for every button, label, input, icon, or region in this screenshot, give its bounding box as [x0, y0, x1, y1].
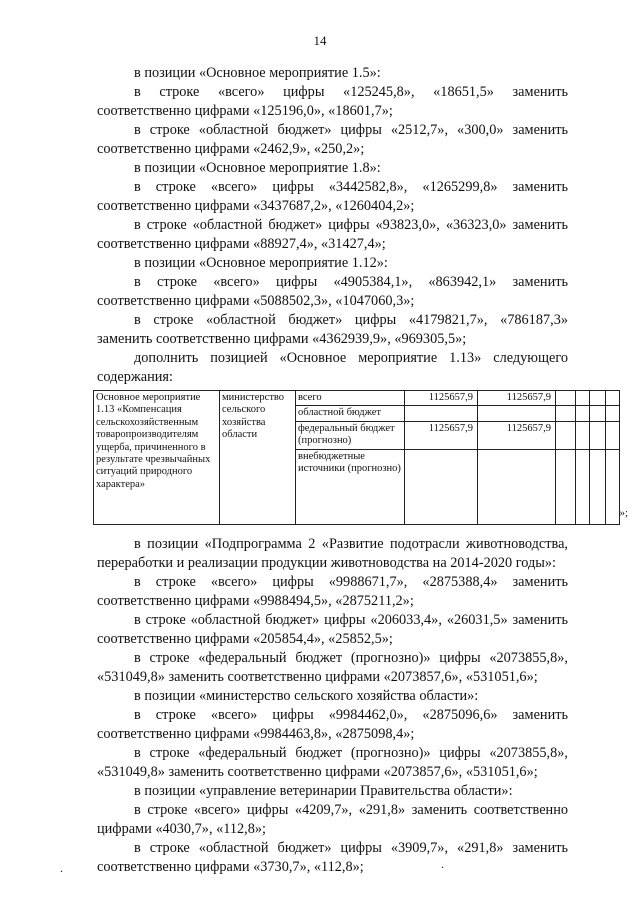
value-cell	[478, 406, 556, 421]
paragraph: в позиции «Основное мероприятие 1.8»:	[134, 160, 381, 176]
paragraph: в строке «федеральный бюджет (прогнозно)» цифры «2073855,8», «531049,8» заменить соответственно цифрами «2073857,6», «531051,6»;	[97, 650, 568, 685]
paragraph: в позиции «управление ветеринарии Правительства области»:	[134, 783, 513, 799]
source-label: федеральный бюджет (прогнозно)	[296, 421, 405, 449]
value-cell: 1125657,9	[478, 421, 556, 449]
paragraph: в строке «всего» цифры «4209,7», «291,8» заменить соответственно цифрами «4030,7», «112,8»;	[97, 802, 568, 837]
value-cell	[405, 449, 478, 524]
document-body	[96, 64, 628, 877]
paragraph: в строке «всего» цифры «3442582,8», «1265299,8» заменить соответственно цифрами «3437687,2», «1260404,2»;	[97, 179, 568, 214]
paragraph: в строке «всего» цифры «4905384,1», «863942,1» заменить соответственно цифрами «5088502,3», «1047060,3»;	[97, 274, 568, 309]
activity-name-cell: Основное мероприятие 1.13 «Компенсация сельскохозяйственным товаропроизводителям ущерба, причиненного в результате чрезвычайных ситуаций природного характера»	[94, 391, 220, 525]
value-cell: 1125657,9	[405, 421, 478, 449]
paragraph: в строке «областной бюджет» цифры «2512,7», «300,0» заменить соответственно цифрами «2462,9», «250,2»;	[97, 122, 568, 157]
paragraph: в строке «всего» цифры «9988671,7», «2875388,4» заменить соответственно цифрами «9988494,5», «2875211,2»;	[97, 574, 568, 609]
paragraph: в строке «областной бюджет» цифры «3909,7», «291,8» заменить соответственно цифрами «3730,7», «112,8»;	[97, 840, 568, 875]
paragraph: в строке «всего» цифры «9984462,0», «2875096,6» заменить соответственно цифрами «9984463,8», «2875098,4»;	[97, 707, 568, 742]
value-cell: 1125657,9	[405, 391, 478, 406]
source-label: внебюджетные источники (прогнозно)	[296, 449, 405, 524]
source-label: всего	[296, 391, 405, 406]
paragraph: в строке «федеральный бюджет (прогнозно)» цифры «2073855,8», «531049,8» заменить соответственно цифрами «2073857,6», «531051,6»;	[97, 745, 568, 780]
paragraph: в позиции «Основное мероприятие 1.12»:	[134, 255, 388, 271]
value-cell: 1125657,9	[478, 391, 556, 406]
source-label: областной бюджет	[296, 406, 405, 421]
table-closing-quote: »;	[619, 507, 628, 519]
paragraph: в строке «областной бюджет» цифры «206033,4», «26031,5» заменить соответственно цифрами «205854,4», «25852,5»;	[97, 612, 568, 647]
paragraph: в позиции «министерство сельского хозяйства области»:	[134, 688, 479, 704]
value-cell	[478, 449, 556, 524]
executor-cell: министерство сельского хозяйства области	[220, 391, 296, 525]
program-table	[93, 390, 628, 525]
paragraph: в позиции «Подпрограмма 2 «Развитие подотрасли животноводства, переработки и реализации продукции животноводства на 2014-2020 годы»:	[97, 536, 568, 571]
paragraph: в строке «областной бюджет» цифры «93823,0», «36323,0» заменить соответственно цифрами «88927,4», «31427,4»;	[97, 217, 568, 252]
paragraph: дополнить позицией «Основное мероприятие 1.13» следующего содержания:	[97, 350, 568, 385]
page-number: 14	[313, 33, 327, 48]
paragraph: в строке «всего» цифры «125245,8», «18651,5» заменить соответственно цифрами «125196,0», «18601,7»;	[97, 84, 568, 119]
paragraph: в позиции «Основное мероприятие 1.5»:	[134, 65, 381, 81]
scan-mark: .	[441, 857, 444, 871]
paragraph: в строке «областной бюджет» цифры «4179821,7», «786187,3» заменить соответственно цифрами «4362939,9», «969305,5»;	[97, 312, 568, 347]
scan-mark: .	[60, 861, 63, 875]
value-cell	[405, 406, 478, 421]
